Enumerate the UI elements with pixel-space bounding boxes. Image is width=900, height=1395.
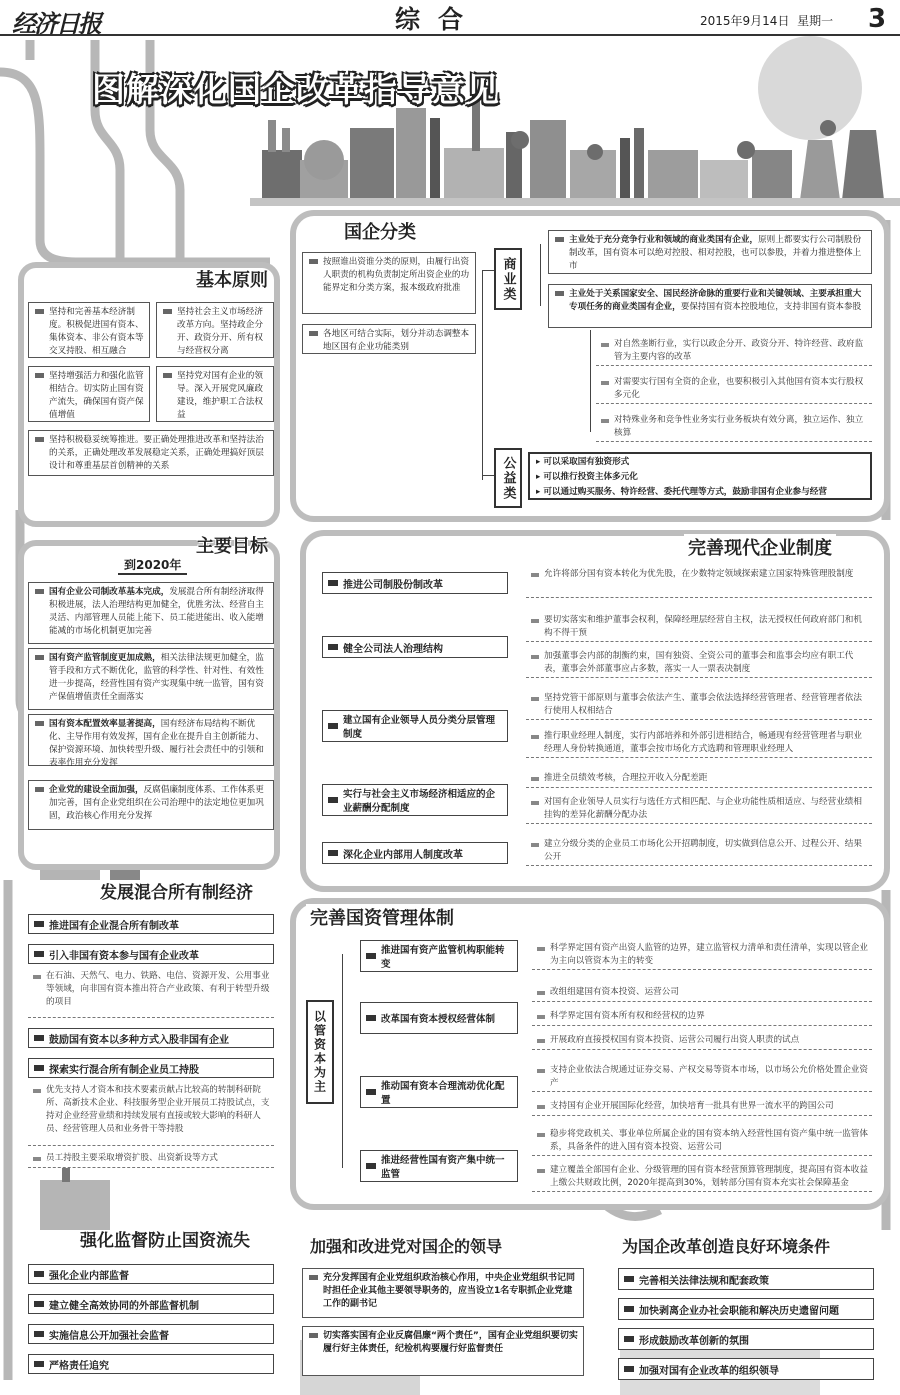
enterprise-detail: 推进全员绩效考核，合理拉开收入分配差距 xyxy=(526,770,872,788)
goal-lead: 企业党的建设全面加强， xyxy=(49,785,144,795)
commercial-text: 原则上都要实行公司制股份制改革，国有资本可以绝对控股、相对控股，也可以参股，并着力推进整体上市 xyxy=(569,235,862,271)
state-asset-title: 完善国资管理体制 xyxy=(306,904,458,930)
public-item: ▸ 可以推行投资主体多元化 xyxy=(536,472,638,482)
party-title: 加强和改进党对国企的领导 xyxy=(310,1237,503,1256)
basic-principles-title: 基本原则 xyxy=(196,270,268,291)
supervision-item: 严格责任追究 xyxy=(28,1354,274,1374)
enterprise-detail: 推行职业经理人制度，实行内部培养和外部引进相结合，畅通现有经营管理者与职业经理人身份转换通道，董事会按市场化方式选聘和管理职业经理人 xyxy=(526,728,872,758)
connector-line xyxy=(342,954,343,1168)
goal-card xyxy=(28,648,274,710)
date-text: 2015年9月14日 xyxy=(700,14,790,28)
mixed-item: 推进国有企业混合所有制改革 xyxy=(28,914,274,934)
mixed-item: 引入非国有资本参与国有企业改革 xyxy=(28,944,274,964)
goal-lead: 国有资产监管制度更加成熟， xyxy=(49,653,161,663)
public-item: ▸ 可以通过购买服务、特许经营、委托代理等方式，鼓励非国有企业参与经营 xyxy=(536,487,827,497)
principle-card: 坚持和完善基本经济制度。积极促进国有资本、集体资本、非公有资本等交叉持股、相互融合 xyxy=(28,302,150,358)
commercial-label: 商业类 xyxy=(494,248,522,310)
state-asset-detail: 稳步将党政机关、事业单位所属企业的国有资本纳入经营性国有资产集中统一监管体系，具备条件的进入国有资本投资、运营公司 xyxy=(532,1126,872,1156)
state-asset-detail: 支持企业依法合规通过证券交易、产权交易等资本市场，以市场公允价格处置企业资产 xyxy=(532,1062,872,1092)
party-item: 切实落实国有企业反腐倡廉“两个责任”，国有企业党组织要切实履行好主体责任，纪检机构要履行好监督责任 xyxy=(302,1326,584,1376)
sun-shape xyxy=(758,36,862,140)
enterprise-detail: 允许将部分国有资本转化为优先股，在少数特定领域探索建立国家特殊管理股制度 xyxy=(526,566,872,598)
goal-lead: 国有企业公司制改革基本完成， xyxy=(49,587,170,597)
state-asset-detail: 开展政府直接授权国有资本投资、运营公司履行出资人职责的试点 xyxy=(532,1032,872,1050)
public-item-text: 可以通过购买服务、特许经营、委托代理等方式，鼓励非国有企业参与经营 xyxy=(543,487,827,497)
goal-lead: 国有资本配置效率显著提高， xyxy=(49,719,161,729)
page-title: 图解深化国企改革指导意见 xyxy=(92,70,500,109)
section-name: 综合 xyxy=(395,5,482,34)
connector-line xyxy=(482,270,483,480)
state-asset-detail: 科学界定国有资产出资人监管的边界，建立监管权力清单和责任清单，实现以管企业为主向以管资本为主的转变 xyxy=(532,940,872,970)
state-asset-item: 推动国有资本合理流动优化配置 xyxy=(360,1076,518,1108)
connector-line xyxy=(482,270,494,271)
mixed-item-detail: 在石油、天然气、电力、铁路、电信、资源开发、公用事业等领域，向非国有资本推出符合产业政策、有利于转型升级的项目 xyxy=(28,968,274,1018)
goal-card xyxy=(28,714,274,766)
principle-card: 坚持积极稳妥统筹推进。要正确处理推进改革和坚持法治的关系，正确处理改革发展稳定关系，正确处理搞好顶层设计和尊重基层首创精神的关系 xyxy=(28,430,274,476)
state-asset-detail: 建立覆盖全部国有企业、分级管理的国有资本经营预算管理制度，提高国有资本收益上缴公共财政比例，2020年提高到30%，划转部分国有资本充实社会保障基金 xyxy=(532,1162,872,1192)
mixed-item: 探索实行混合所有制企业员工持股 xyxy=(28,1058,274,1078)
connector-line xyxy=(590,330,591,432)
main-goals-title: 主要目标 xyxy=(196,536,268,557)
public-label: 公益类 xyxy=(494,448,522,508)
paper-logo: 经济日报 xyxy=(12,9,100,38)
mixed-item: 鼓励国有资本以多种方式入股非国有企业 xyxy=(28,1028,274,1048)
enterprise-item: 推进公司制股份制改革 xyxy=(322,572,508,594)
supervision-title: 强化监督防止国资流失 xyxy=(80,1231,250,1251)
enterprise-item: 健全公司法人治理结构 xyxy=(322,636,508,658)
commercial-card xyxy=(548,284,872,328)
connector-line xyxy=(540,244,541,306)
enterprise-item: 实行与社会主义市场经济相适应的企业薪酬分配制度 xyxy=(322,784,508,816)
commercial-sub-item: 对特殊业务和竞争性业务实行业务板块有效分离，独立运作、独立核算 xyxy=(596,412,872,442)
environment-item: 形成鼓励改革创新的氛围 xyxy=(618,1328,874,1350)
classification-intro: 按照谁出资谁分类的原则，由履行出资人职责的机构负责制定所出资企业的功能界定和分类方案，报本级政府批准 xyxy=(302,252,476,314)
principle-card: 坚持党对国有企业的领导。深入开展党风廉政建设，维护职工合法权益 xyxy=(156,366,274,422)
party-item: 充分发挥国有企业党组织政治核心作用，中央企业党组织书记同时担任企业其他主要领导职务的，应当设立1名专职抓企业党建工作的副书记 xyxy=(302,1268,584,1318)
public-item: ▸ 可以采取国有独资形式 xyxy=(536,457,630,467)
principle-card: 坚持社会主义市场经济改革方向。坚持政企分开、政资分开、所有权与经营权分离 xyxy=(156,302,274,358)
enterprise-item: 建立国有企业领导人员分类分层管理制度 xyxy=(322,710,508,742)
state-asset-detail: 科学界定国有资本所有权和经营权的边界 xyxy=(532,1008,872,1026)
environment-item: 加强对国有企业改革的组织领导 xyxy=(618,1358,874,1380)
classification-note: 各地区可结合实际，划分并动态调整本地区国有企业功能类别 xyxy=(302,324,476,354)
goal-card xyxy=(28,780,274,830)
goal-text: 相关法律法规更加健全，监管手段和方式不断优化，监管的科学性、针对性、有效性进一步提高，经营性国有资产实现集中统一监管，国有资产保值增值责任全面落实 xyxy=(49,653,264,702)
connector-line xyxy=(482,475,494,476)
goals-subtitle: 到2020年 xyxy=(118,556,187,575)
page-number: 3 xyxy=(868,4,887,34)
enterprise-item: 深化企业内部用人制度改革 xyxy=(322,842,508,864)
masthead xyxy=(0,0,900,36)
environment-item: 完善相关法律法规和配套政策 xyxy=(618,1268,874,1290)
goal-text: 反腐倡廉制度体系、工作体系更加完善，国有企业党组织在公司治理中的法定地位更加巩固，政治核心作用充分发挥 xyxy=(49,785,264,821)
modern-enterprise-title: 完善现代企业制度 xyxy=(684,534,836,560)
public-item-text: 可以采取国有独资形式 xyxy=(543,457,630,467)
issue-date xyxy=(700,12,833,29)
commercial-text: 要保持国有资本控股地位，支持非国有资本参股 xyxy=(680,302,862,312)
commercial-lead: 主业处于关系国家安全、国民经济命脉的重要行业和关键领域、主要承担重大专项任务的商业类国有企业， xyxy=(569,289,862,312)
enterprise-detail: 对国有企业领导人员实行与选任方式相匹配、与企业功能性质相适应、与经营业绩相挂钩的差异化薪酬分配办法 xyxy=(526,794,872,824)
commercial-card xyxy=(548,230,872,274)
supervision-item: 实施信息公开加强社会监督 xyxy=(28,1324,274,1344)
public-items xyxy=(528,452,872,500)
enterprise-detail: 坚持党管干部原则与董事会依法产生、董事会依法选择经营管理者、经营管理者依法行使用人权相结合 xyxy=(526,690,872,720)
goal-text: 发展混合所有制经济取得积极进展，法人治理结构更加健全，优胜劣汰、经营自主灵活、内部管理人员能上能下、员工能进能出、收入能增能减的市场化机制更加完善 xyxy=(49,587,264,636)
mixed-note: 员工持股主要采取增资扩股、出资新设等方式 xyxy=(28,1150,274,1168)
state-asset-item: 推进国有资产监管机构职能转变 xyxy=(360,940,518,972)
classification-title: 国企分类 xyxy=(340,218,420,244)
goal-card xyxy=(28,582,274,644)
state-asset-item: 改革国有资本授权经营体制 xyxy=(360,1002,518,1034)
mixed-item-detail: 优先支持人才资本和技术要素贡献占比较高的转制科研院所、高新技术企业、科技服务型企业开展员工持股试点，支持对企业经营业绩和持续发展有直接或较大影响的科研人员、经营管理人员和业务骨干等持股 xyxy=(28,1082,274,1146)
state-asset-detail: 改组组建国有资本投资、运营公司 xyxy=(532,984,872,1002)
weekday-text: 星期一 xyxy=(797,14,834,28)
environment-item: 加快剥离企业办社会职能和解决历史遗留问题 xyxy=(618,1298,874,1320)
mixed-ownership-title: 发展混合所有制经济 xyxy=(100,883,253,903)
manage-capital-label: 以管资本为主 xyxy=(306,1000,334,1104)
environment-title: 为国企改革创造良好环境条件 xyxy=(622,1237,831,1256)
enterprise-detail: 要切实落实和维护董事会权利，保障经理层经营自主权，法无授权任何政府部门和机构不得干预 xyxy=(526,612,872,642)
commercial-sub-item: 对需要实行国有全资的企业，也要积极引入其他国有资本实行股权多元化 xyxy=(596,374,872,404)
enterprise-detail: 建立分级分类的企业员工市场化公开招聘制度，切实做到信息公开、过程公开、结果公开 xyxy=(526,836,872,866)
goal-text: 国有经济布局结构不断优化、主导作用有效发挥，国有企业在提升自主创新能力、保护资源环境、加快转型升级、履行社会责任中的引领和表率作用充分发挥 xyxy=(49,719,264,768)
supervision-item: 建立健全高效协同的外部监督机制 xyxy=(28,1294,274,1314)
principle-card: 坚持增强活力和强化监管相结合。切实防止国有资产流失，确保国有资产保值增值 xyxy=(28,366,150,422)
public-item-text: 可以推行投资主体多元化 xyxy=(543,472,638,482)
supervision-item: 强化企业内部监督 xyxy=(28,1264,274,1284)
state-asset-detail: 支持国有企业开展国际化经营，加快培育一批具有世界一流水平的跨国公司 xyxy=(532,1098,872,1116)
state-asset-item: 推进经营性国有资产集中统一监管 xyxy=(360,1150,518,1182)
commercial-sub-item: 对自然垄断行业，实行以政企分开、政资分开、特许经营、政府监管为主要内容的改革 xyxy=(596,336,872,366)
enterprise-detail: 加强董事会内部的制衡约束，国有独资、全资公司的董事会和监事会均应有职工代表，董事会外部董事应占多数，落实一人一票表决制度 xyxy=(526,648,872,678)
commercial-lead: 主业处于充分竞争行业和领域的商业类国有企业， xyxy=(569,235,759,245)
